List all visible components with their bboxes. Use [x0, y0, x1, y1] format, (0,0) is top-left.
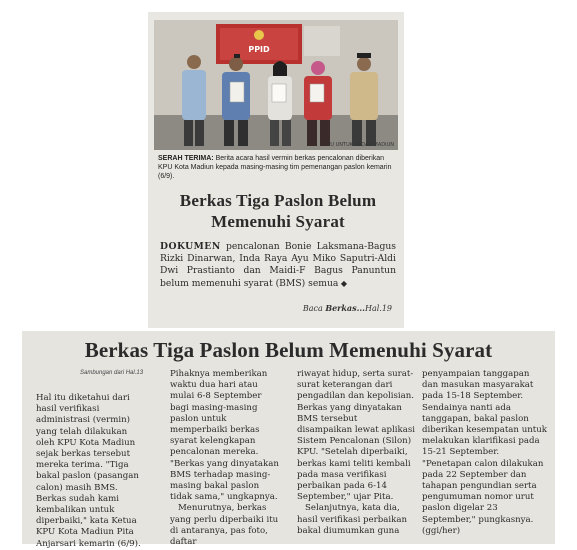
- baca-page: Hal.19: [364, 304, 392, 313]
- photo-caption: [158, 154, 398, 181]
- lead-paragraph: [160, 241, 396, 290]
- bottom-headline: Berkas Tiga Paslon Belum Memenuhi Syarat: [84, 338, 493, 362]
- bottom-clipping: [22, 331, 555, 549]
- photo-illustration: [154, 20, 398, 150]
- column-paragraph: Selanjutnya, kata dia, hasil verifikasi perbaikan bakal diumumkan guna: [297, 503, 407, 536]
- lead-body: pencalonan Bonie Laksmana-Bagus Rizki Dinarwan, Inda Raya Ayu Miko Saputri-Aldi Dwi Prastianto dan Maidi-F Bagus Panuntun belum memenuhi syarat (BMS) semua: [160, 241, 396, 289]
- column-paragraph: riwayat hidup, serta surat-surat keterangan dari pengadilan dan kepolisian. Berkas yang dinyatakan BMS tersebut disampaikan lewat aplikasi Sistem Pencalonan (Silon) KPU. "Setelah diperbaiki, berkas kami teliti kembali pada masa verifikasi perbaikan pada 6-14 September," ujar Pita.: [297, 369, 416, 503]
- column-paragraph: Hal itu diketahui dari hasil verifikasi administrasi (vermin) yang telah dilakukan oleh KPU Kota Madiun sejak berkas tersebut mereka terima. "Tiga bakal paslon (pasangan calon) masih BMS. Berkas sudah kami kembalikan untuk diperbaiki," kata Ketua KPU Kota Madiun Pita Anjarsari kemarin (6/9).: [36, 393, 141, 549]
- top-clipping: [148, 12, 404, 328]
- continued-from-label: Sambungan dari Hal.13: [80, 370, 144, 376]
- caption-lead: SERAH TERIMA:: [158, 155, 214, 162]
- article-column-1: [36, 393, 148, 550]
- article-column-3: [297, 369, 415, 537]
- photo-credit: KPU UNTUK RADAR MADIUN: [324, 142, 394, 148]
- baca-label: Baca: [302, 304, 326, 313]
- caption-body: Berita acara hasil vermin berkas pencalonan diberikan KPU Kota Madiun kepada masing-masing tim pemenangan paslon kemarin (6/9).: [158, 155, 392, 180]
- article-column-2: [170, 369, 282, 548]
- ppid-banner-text: PPID: [248, 45, 270, 54]
- column-paragraph: Menurutnya, berkas yang perlu diperbaiki itu di antaranya, pas foto, daftar: [170, 503, 279, 548]
- news-photo: [154, 20, 398, 150]
- baca-ref: Berkas...: [325, 303, 365, 313]
- lead-word: DOKUMEN: [160, 241, 221, 252]
- column-paragraph: penyampaian tanggapan dan masukan masyarakat pada 15-18 September. Sendainya nanti ada tanggapan, bakal paslon diberikan kesempatan untuk melakukan klarifikasi pada 15-21 September. "Penetapan calon dilakukan pada 22 September dan tahapan pengundian serta pengumuman nomor urut paslon digelar 23 September," pungkasnya. (ggi/her): [422, 369, 547, 536]
- column-paragraph: Pihaknya memberikan waktu dua hari atau mulai 6-8 September bagi masing-masing paslon untuk memperbaiki berkas syarat kelengkapan pencalonan mereka. "Berkas yang dinyatakan BMS terhadap masing-masing bakal paslon tidak sama," ungkapnya.: [170, 369, 279, 503]
- end-mark-icon: ◆: [338, 278, 348, 288]
- continued-reference: [303, 303, 392, 313]
- top-headline: Berkas Tiga Paslon Belum Memenuhi Syarat: [179, 191, 377, 231]
- article-column-4: [422, 369, 548, 537]
